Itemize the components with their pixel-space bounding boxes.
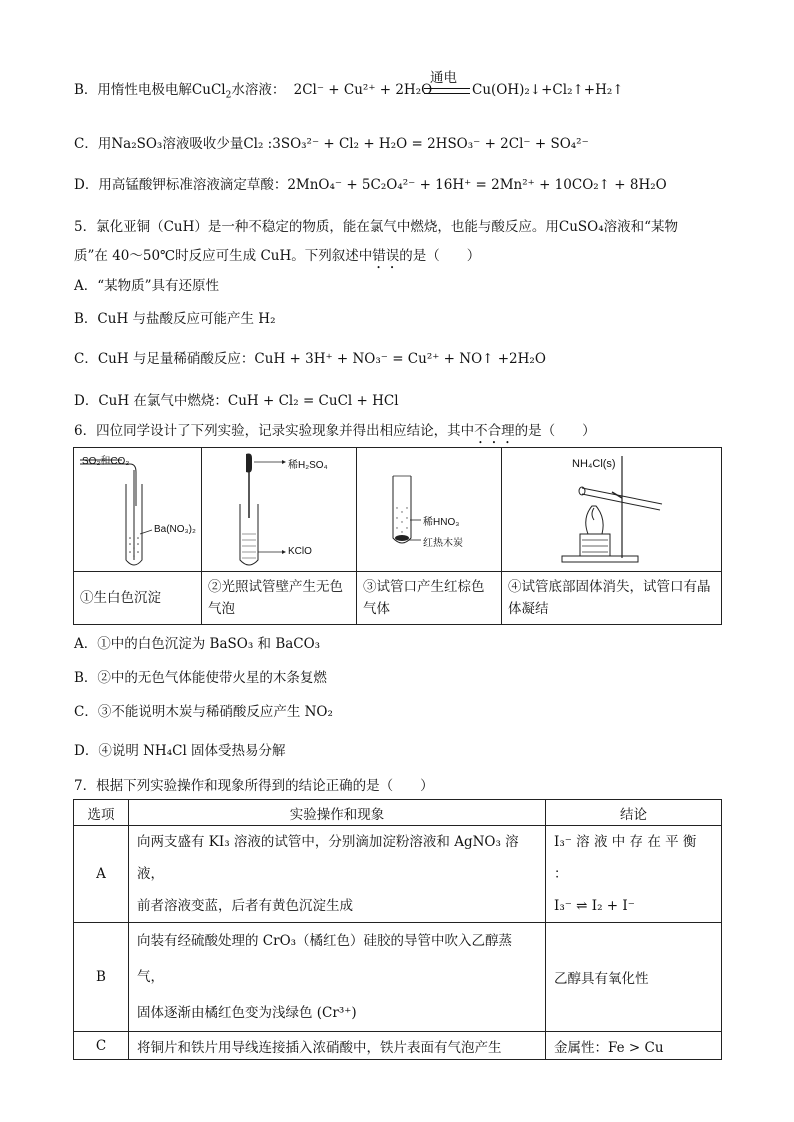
q6-obs2-line1: ②光照试管壁产生无色 bbox=[208, 579, 343, 595]
q6-fig3-apparatus bbox=[357, 448, 501, 572]
q7-stem: 7．根据下列实验操作和现象所得到的结论正确的是（ ） bbox=[74, 778, 434, 794]
q4-b-eq-left: 2Cl⁻ + Cu²⁺ + 2H₂O bbox=[293, 82, 433, 98]
q7-row-b-op-line2: 固体逐渐由橘红色变为浅绿色 (Cr³⁺) bbox=[137, 1005, 357, 1021]
q7-row-a-op-line2: 前者溶液变蓝，后者有黄色沉淀生成 bbox=[137, 898, 353, 914]
q6-fig3-carbon-label: 红热木炭 bbox=[423, 538, 463, 549]
q5-stem-emphasis: 错误 bbox=[372, 248, 400, 264]
q6-option-b: B．②中的无色气体能使带火星的木条复燃 bbox=[74, 670, 327, 686]
q7-header-row bbox=[74, 800, 722, 826]
q4-b-cucl2: CuCl bbox=[191, 82, 226, 98]
q6-fig4-label: NH₄Cl(s) bbox=[572, 458, 616, 470]
q7-row-a-conclusion bbox=[546, 826, 722, 923]
table-row bbox=[74, 1032, 722, 1060]
q6-observation-2 bbox=[202, 572, 357, 625]
q7-row-a-con-line1: I₃⁻ 溶 液 中 存 在 平 衡 ： bbox=[554, 834, 697, 882]
q6-obs4-line2: 体凝结 bbox=[508, 601, 549, 617]
q7-row-c-option: C bbox=[74, 1032, 129, 1060]
q5-option-c: C．CuH 与足量稀硝酸反应：CuH + 3H⁺ + NO₃⁻ = Cu²⁺ + NO↑ +2H₂O bbox=[74, 351, 546, 367]
q6-stem-emphasis: 不合理 bbox=[474, 423, 515, 439]
q5-option-b: B．CuH 与盐酸反应可能产生 H₂ bbox=[74, 311, 276, 327]
table-row bbox=[74, 923, 722, 1032]
q6-fig1-gas-label: SO₂和CO₂ bbox=[82, 456, 130, 467]
q7-header-option: 选项 bbox=[74, 800, 129, 826]
q7-row-a-op-line1: 向两支盛有 KI₃ 溶液的试管中，分别滴加淀粉溶液和 AgNO₃ 溶液， bbox=[137, 834, 519, 882]
q5-stem-line1: 5．氯化亚铜（CuH）是一种不稳定的物质，能在氯气中燃烧，也能与酸反应。用CuSO₄溶液和“某物 bbox=[74, 219, 679, 235]
q6-figure-3 bbox=[357, 448, 502, 572]
q7-row-c-conclusion: 金属性：Fe > Cu bbox=[546, 1032, 722, 1060]
q4-option-c: C．用Na₂SO₃溶液吸收少量Cl₂ :3SO₃²⁻ + Cl₂ + H₂O = 2HSO₃⁻ + 2Cl⁻ + SO₄²⁻ bbox=[74, 136, 589, 152]
q6-obs1-text: ①生白色沉淀 bbox=[80, 590, 161, 606]
q7-header-conclusion: 结论 bbox=[546, 800, 722, 826]
q6-observation-3 bbox=[357, 572, 502, 625]
q6-experiment-table bbox=[73, 447, 722, 625]
q4-b-sub: 2 bbox=[225, 90, 232, 101]
q7-row-b-operation bbox=[129, 923, 546, 1032]
q6-fig1-solution-label: Ba(NO₃)₂ bbox=[154, 524, 196, 535]
q4-b-equal-sign bbox=[424, 88, 470, 94]
q5-stem-line2 bbox=[74, 246, 480, 272]
q6-option-a: A．①中的白色沉淀为 BaSO₃ 和 BaCO₃ bbox=[74, 636, 321, 652]
q6-fig2-acid-label: 稀H₂SO₄ bbox=[288, 460, 328, 471]
q6-option-c: C．③不能说明木炭与稀硝酸反应产生 NO₂ bbox=[74, 704, 333, 720]
q7-table bbox=[73, 799, 722, 1060]
q6-figure-4 bbox=[502, 448, 722, 572]
q4-b-prefix: B．用惰性电极电解 bbox=[74, 82, 192, 98]
q6-obs3-line2: 气体 bbox=[363, 601, 390, 617]
q4-b-mid: 水溶液： bbox=[231, 82, 286, 98]
q7-header-operation: 实验操作和现象 bbox=[129, 800, 546, 826]
q6-obs3-line1: ③试管口产生红棕色 bbox=[363, 579, 485, 595]
q7-row-c-operation: 将铜片和铁片用导线连接插入浓硝酸中，铁片表面有气泡产生 bbox=[129, 1032, 546, 1060]
q6-fig3-acid-label: 稀HNO₃ bbox=[423, 517, 460, 528]
q5-option-a: A．“某物质”具有还原性 bbox=[74, 278, 220, 294]
q6-fig2-kclo-label: KClO bbox=[288, 546, 312, 557]
q6-fig2-apparatus bbox=[202, 448, 356, 572]
q7-row-a-option: A bbox=[74, 826, 129, 923]
q6-observation-1 bbox=[74, 572, 202, 625]
table-row bbox=[74, 826, 722, 923]
q7-row-a-con-line2: I₃⁻ ⇌ I₂ + I⁻ bbox=[554, 898, 635, 914]
q6-stem-b: 的是（ ） bbox=[514, 423, 596, 439]
q4-b-eq-right: Cu(OH)₂↓+Cl₂↑+H₂↑ bbox=[472, 82, 624, 98]
q5-stem-2b: 的是（ ） bbox=[399, 248, 481, 264]
q4-option-b bbox=[74, 80, 432, 100]
q7-row-b-conclusion: 乙醇具有氧化性 bbox=[546, 923, 722, 1032]
q5-option-d: D．CuH 在氯气中燃烧：CuH + Cl₂ = CuCl + HCl bbox=[74, 393, 399, 409]
q5-stem-2a: 质”在 40～50℃时反应可生成 CuH。下列叙述中 bbox=[74, 248, 373, 264]
q7-row-a-operation bbox=[129, 826, 546, 923]
q7-row-b-option: B bbox=[74, 923, 129, 1032]
q4-option-d: D．用高锰酸钾标准溶液滴定草酸：2MnO₄⁻ + 5C₂O₄²⁻ + 16H⁺ = 2Mn²⁺ + 10CO₂↑ + 8H₂O bbox=[74, 177, 667, 193]
q6-figure-2 bbox=[202, 448, 357, 572]
q6-stem-a: 6．四位同学设计了下列实验，记录实验现象并得出相应结论，其中 bbox=[74, 423, 475, 439]
q4-b-condition: 通电 bbox=[430, 70, 457, 86]
q6-obs4-line1: ④试管底部固体消失，试管口有晶 bbox=[508, 579, 711, 595]
q6-stem bbox=[74, 421, 596, 447]
q6-option-d: D．④说明 NH₄Cl 固体受热易分解 bbox=[74, 743, 286, 759]
q6-figure-1 bbox=[74, 448, 202, 572]
q6-obs2-line2: 气泡 bbox=[208, 601, 235, 617]
q6-observation-4 bbox=[502, 572, 722, 625]
q7-row-b-op-line1: 向装有经硫酸处理的 CrO₃（橘红色）硅胶的导管中吹入乙醇蒸气， bbox=[137, 933, 513, 985]
